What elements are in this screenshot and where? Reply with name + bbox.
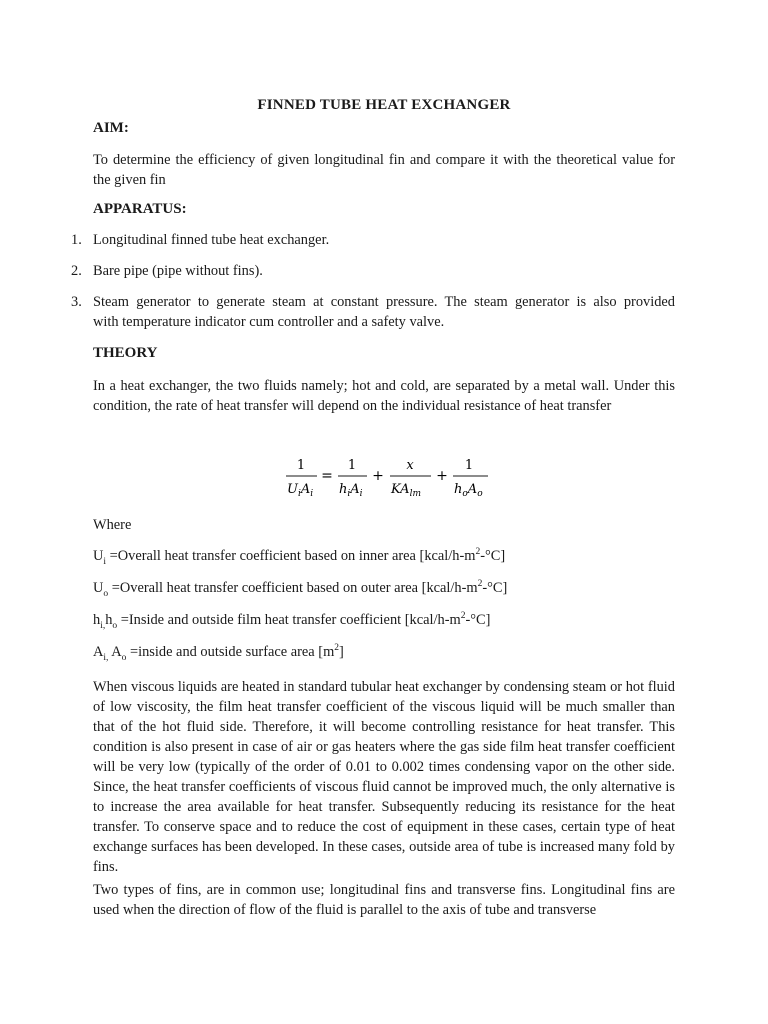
list-item: Longitudinal finned tube heat exchanger. bbox=[93, 232, 330, 248]
apparatus-heading: APPARATUS: bbox=[93, 201, 187, 217]
eq-term1-numerator: 1 bbox=[347, 458, 357, 473]
eq-term2-denominator: $KA_{lm}$ bbox=[391, 482, 421, 499]
list-item-line: with temperature indicator cum controller and a safety valve. bbox=[93, 314, 445, 330]
theory-paragraph-viscous: When viscous liquids are heated in standard tubular heat exchanger by condensing steam or hot fluid of low viscosity, the film heat transfer coefficient of the viscous liquid will be much smaller than that of the hot fluid side. Therefore, it will become controlling resistance for heat transfer. This condition is also present in case of air or gas heaters where the gas side film heat transfer coefficient will be very low (typically of the order of 0.01 to 0.002 times condensing vapor on the other side. Since, the heat transfer coefficients of viscous fluid cannot be improved much, the only alternative is to increase the area available for heat transfer. Subsequently reducing its resistance for the heat transfer. To conserve space and to reduce the cost of equipment in these cases, certain type of heat exchange surfaces has been developed. In these cases, outside area of tube is increased many fold by fins. bbox=[93, 679, 675, 875]
eq-lhs-denominator: $U_iA_i$ bbox=[287, 482, 314, 499]
definition-uo: $U_o$ =Overall heat transfer coefficient based on outer area $[kcal/h-m^2-^\circ C]$ bbox=[93, 579, 508, 599]
aim-text: To determine the efficiency of given longitudinal fin and compare it with the theoretical value for the given fin bbox=[93, 152, 675, 188]
eq-term1-denominator: $h_iA_i$ bbox=[339, 482, 363, 499]
definition-a: $A_{i,}$ $A_o$ =inside and outside surface area $[m^2]$ bbox=[93, 643, 344, 663]
theory-intro: In a heat exchanger, the two fluids namely; hot and cold, are separated by a metal wall. Under this condition, the rate of heat transfer will depend on the individual resistance of heat transfer bbox=[93, 378, 675, 414]
where-label: Where bbox=[93, 517, 132, 533]
eq-term2-numerator: x bbox=[406, 458, 414, 473]
list-item-number: 1. bbox=[71, 232, 82, 248]
heat-transfer-equation bbox=[284, 456, 494, 500]
theory-heading: THEORY bbox=[93, 345, 158, 361]
eq-lhs-numerator: 1 bbox=[296, 458, 306, 473]
eq-plus-sign: + bbox=[372, 468, 384, 484]
definition-ui: $U_i$ =Overall heat transfer coefficient based on inner area $[kcal/h-m^2-^\circ C]$ bbox=[93, 547, 506, 567]
aim-heading: AIM: bbox=[93, 120, 129, 136]
eq-term3-denominator: $h_oA_o$ bbox=[454, 482, 483, 499]
eq-equals-sign: = bbox=[321, 468, 333, 484]
list-item-number: 2. bbox=[71, 263, 82, 279]
definition-h: $h_{i,}h_o$ =Inside and outside film heat transfer coefficient $[kcal/h-m^2-^\circ C]$ bbox=[93, 611, 491, 631]
list-item-number: 3. bbox=[71, 294, 82, 310]
eq-term3-numerator: 1 bbox=[464, 458, 474, 473]
page-title: FINNED TUBE HEAT EXCHANGER bbox=[257, 97, 511, 113]
list-item: Bare pipe (pipe without fins). bbox=[93, 263, 263, 279]
theory-paragraph-fins: Two types of fins, are in common use; longitudinal fins and transverse fins. Longitudinal fins are used when the direction of flow of the fluid is parallel to the axis of tube and transverse bbox=[93, 882, 675, 918]
list-item-line: Steam generator to generate steam at constant pressure. The steam generator is also provided bbox=[93, 294, 675, 310]
eq-plus-sign: + bbox=[436, 468, 448, 484]
